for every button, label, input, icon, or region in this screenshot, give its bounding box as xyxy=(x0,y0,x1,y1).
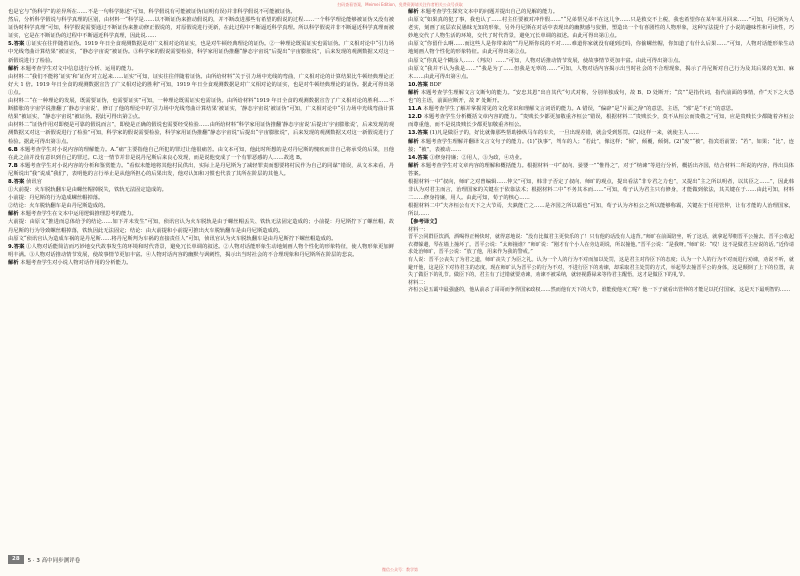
paragraph xyxy=(8,121,394,145)
paragraph-text: ①人物对话能简洁而巧妙地交代故事发生的环境和时代背景，避免冗长单调的叙述。②人物对话能形象生动地刻画人物个性化的形象特征，使人物形象更加鲜明丰满。③人物对话推动情节发展，使故事情节更加丰富。④人物对话内容的幽默与讽刺性，揭示出当时社会的不合理现象和丹尼斯所在阶层的悲哀。 xyxy=(8,243,394,258)
paragraph xyxy=(408,154,794,162)
paragraph-text: 由原文“你留什么啊……而这些人是你带来的”“丹尼斯你说的不对……难道你家就没有碰到过吗，你偷螺丝帽，你知道了有什么后果……”可知，人物对话能形象生动地刻画人物个性化的形象特征。由此可得出第②点。 xyxy=(408,41,794,56)
paragraph-text: 由原文“如果真的犯了事，我也认了……村主任要被对冲作假……”“兄弟帮兄弟不在这儿争……只是救交不上税，我也希望你在某年某月回来……”可知，丹尼斯为人老实，刻画了底层农民愚昧无知的形象，另外丹尼斯在对话中表现出的幽默感与狡猾，塑造出一个有喜剧性的人物形象，这种写法提升了小说的趣味性和可读性，巧妙地交代了人物生活的环境，交代了时代背景，避免冗长单调的叙述。由此可得出第①点。 xyxy=(408,17,794,40)
paragraph xyxy=(408,218,794,226)
paragraph-label: 13.答案 xyxy=(408,130,428,137)
paragraph-text: ②结论：火车脱轨翻车是由丹尼斯造成的。 xyxy=(8,203,109,210)
paragraph-text: 由材料二“我们不能将‘证实’和‘证伪’对立起来……证实”可知，证实往往伴随着证伪。由所给材料“关于引力场中光线的弯曲，广义相对论的计算结果比牛顿经典理论正好大 1 倍。1919 年日全食的观测数据宣告了广义相对论的胜利”可知，1919 年日全食观测数据是对广义相对论的证实，也是对牛顿经典理论的证伪。据此可得出第①点。 xyxy=(8,73,394,96)
paragraph xyxy=(408,40,794,56)
paragraph-label: 14.答案 xyxy=(408,154,428,161)
paragraph xyxy=(408,234,794,257)
paragraph-text: 本题考查学生对小说内容的理解能力。A.“痛”主要指他自己所犯的罪过让他很痛苦。由文本可知，他此时所想的是对丹尼斯的愧疚而非自己将承受的后果，且他在此之前并没有意识到自己的罪过。C.这一情节并非是说丹尼斯后来良心发现，而是说他变成了一个有罪恶感的人……故选 B。 xyxy=(8,146,394,161)
paragraph-text: 侦讯官 xyxy=(25,178,42,185)
paragraph-text: 材料二： xyxy=(408,279,429,286)
paragraph-text: 晋平公同群臣饮酒，酒喝得正畅快时，就得意地说：“没有比做君主更快乐的了！只有他的话没有人违背。”师旷在前面陪坐，听了这话，就拿起琴朝晋平公撞去。晋平公收起衣襟躲避，琴在墙上撞坏了。晋平公说：“太师撞谁？”师旷说：“刚才有个小人在旁边胡说，所以撞他。”晋平公说：“是我呀。”师旷说：“哎！这不是做君主应说的话。”近侍请求处治师旷，晋平公说：“放了他，用来作为我的警戒。” xyxy=(408,234,794,256)
paragraph xyxy=(8,65,394,73)
paragraph-text: 本题考查学生分析概括文章内容的能力。“贵贱长少都更加敬重齐桓公”错误，根据材料二“贵贱长少，莫不从桓公而贵敬之”可知，应是贵贱长少都随着齐桓公而尊重他，而不是说贵贱长少都更加敬重齐桓公。 xyxy=(408,114,794,129)
paragraph-text: 本题考查学生理解文言文断句的能力。“安忠其恩”出自其代“句式对称，分别单独成句，故 B、D 处断开；“宾”“是指代词，指代前面的事情，作“天下之大恐也”的主语，前面应断开，故 F 处断开。 xyxy=(408,89,794,105)
paragraph xyxy=(408,178,794,202)
paragraph-text: 本题考查学生对小说内容的分析和鉴赏能力。“看似未能地将其他村民供出，实际上是丹尼斯为了减轻罪责而想要将村民作为自己的同谋”错误，从文本来看，丹尼斯说出“我”说成“我们”，表明他的言行举止是从他所担心的后果出发，他对认知和习惯也代表了其所在阶层的其他人。 xyxy=(8,162,394,177)
paragraph-text: 由材料二“证伪作用对即便是可靠的假说而言”，即使是正确的假说也需要经受检验……由所给材料“科学家用证伪推翻‘静态宇宙说’后提出‘宇宙膨胀说’，后来发现的观测数据又对这一新假说进行了检验”可知，科学家的假说需要检验，科学家用证伪推翻“静态宇宙说”后提出“宇宙膨胀说”，后来发现的观测数据又对这一新假说进行了检验。据此可得出第③点。 xyxy=(8,122,394,145)
paragraph-label: 5.答案 xyxy=(8,41,25,48)
bottom-watermark: 微信公众号：教学第 xyxy=(382,567,418,572)
paragraph-text: 本题考查学生探究文本中的问题并提出自己的见解的能力。 xyxy=(420,9,559,15)
left-column xyxy=(8,8,394,553)
paragraph-text: 本题考查学生对小说人物对话作用的分析能力。 xyxy=(20,259,132,266)
paragraph xyxy=(8,146,394,162)
page-footer xyxy=(8,554,80,565)
paragraph xyxy=(408,138,794,154)
paragraph-text: 齐桓公是五霸中最强盛的，他从前杀了哥哥而争得国家政权……然而他有天下的大节，谁能使他灭亡呢？他一下子就看出管仲的才能足以托付国家，这是天下最明智的…… xyxy=(408,287,791,294)
paragraph-text: 由原文“我并不认为我是……”“我是为了……但我是无辜的……”可知，人物对话内容揭示出当时社会的不合理现象，揭示了丹尼斯对自己行为及其后果的无知、麻木……由此可得出第④点。 xyxy=(408,65,794,80)
paragraph-text: 本题考查学生理解并翻译文言文句子的能力。(1)“执事”，驾车的人；“若此”，像这样；“倾”，倾覆，倾倒。(2)“废”“被”，指宾语前置；“若”，如果；“比”，连接；“被”，表被动…… xyxy=(408,138,794,153)
paragraph xyxy=(8,210,394,218)
right-column xyxy=(408,8,794,564)
paragraph xyxy=(8,218,394,234)
paragraph-text: 本题考查学生对文中信息进行分析、运用的能力。 xyxy=(20,65,137,72)
paragraph xyxy=(8,243,394,259)
paragraph-text: 大前提：由原文“推进而总体给予的结论……如下并未发生”可知，侦讯官认为火车脱轨是由于螺丝帽丢失、铁轨无法固定造成的；小前提：丹尼斯拧下了螺丝帽，故丹尼斯的行为导致螺丝帽掉落，铁轨因此无法固定；结论：由大前提和小前提可推出火车脱轨翻车是由丹尼斯造成的。 xyxy=(8,219,394,234)
paragraph xyxy=(408,113,794,129)
paragraph-label: 解析 xyxy=(408,9,419,15)
paragraph-label: 解析 xyxy=(8,65,19,72)
paragraph xyxy=(8,16,394,40)
paragraph-label: 9.答案 xyxy=(8,243,25,250)
paragraph xyxy=(8,235,394,243)
paragraph-text: ①修身持廉；②用人，③为政，④功业。 xyxy=(429,154,526,161)
paragraph-text: 根据材料一中“叔向，师旷之对曾编辑……仲父”可知，韩非子否定了叔向、师旷的观点，提出看法“非专君之力也”，又提出“主之所以明者，以其臣之……”，因此韩非认为对君主而言，治理国家的关键在于依靠法术；根据材料二中“不务其本而……”可知，荀子认为君主只有修身，才能做到依法，其关键在于……由此可知，材料二……修身持廉，用人。由此可知，荀子的核心…… xyxy=(408,178,794,202)
paragraph-label: 解析 xyxy=(408,162,419,169)
top-watermark: 扫码查看答案，Meimei Edition，免费资源请关注作者相关公众号获取 xyxy=(337,2,463,7)
paragraph xyxy=(8,178,394,186)
paragraph xyxy=(408,16,794,40)
paragraph-text: 由原文“你真是个糊涂人……（判决）……”可知，人物对话推动情节发展，使故事情节更加丰富。由此可得出第③点。 xyxy=(408,57,684,64)
paragraph xyxy=(408,129,794,137)
paragraph-label: 【参考译文】 xyxy=(408,219,440,226)
paragraph-text: ①证实在往伴随着证伪。1919 年日全食观测数据是对广义相对论的证实，也是对牛顿经典理论的证伪。②一种理论既需证实也需证伪。广义相对论中“引力场中光线弯曲计算结果”被证实，“静态宇宙说”被证伪。③科学家的假说需要检验，科学家用证伪推翻“静态宇宙说”后提出“宇宙膨胀说”，后来发现的观测数据又对这一新假说进行了检验。 xyxy=(8,41,394,64)
paragraph xyxy=(408,287,794,295)
paragraph xyxy=(408,227,794,235)
paragraph-text: 本题考查学生了解并掌握常见的文化常识和理解文言词语的能力。A 错误，“偏辟”是“片面之辞”的意思，主语，“邪”是“不正”的意思。 xyxy=(423,106,737,113)
paragraph-label: 12.D xyxy=(408,114,422,121)
paragraph xyxy=(408,81,794,89)
paragraph-text: 由材料二“在一种理论的发展，既需要证伪，也需要证实”可知，一种理论既需证实也需证伪。由所给材料“1919 年日全食的观测数据宣告了广义相对论的胜利……不断膨胀的宇宙学说推翻了‘静态宇宙说’，修订了他的理论中的‘引力场中光线弯曲计算结果’被证实，‘静态宇宙说’被证伪”可知，广义相对论中“引力场中光线弯曲计算结果”被证实，“静态宇宙说”被证伪。据此可得出第②点。 xyxy=(8,98,394,121)
paragraph xyxy=(408,257,794,280)
paragraph-label: 解析 xyxy=(8,259,19,266)
paragraph-text: 有人说：晋平公丧失了为君之道，师旷丧失了为臣之礼。认为一个人的行为不对而加以处罚，这是君主对待臣下的态度；认为一个人的行为不对而进行劝谏，劝说不听，就避开他，这是臣下对待君主的态度。现在师旷认为晋平公的行为不对，不进行臣下的劝谏，却采取君主处罚的方式，举起琴去撞晋平公的身体，这是颠倒了上下的位置，丧失了做臣下的礼节。做臣下的，君主有了过错就要劝谏，劝谏不被采纳，就轻视爵禄来等待君主醒悟，这才是做臣下的礼节。 xyxy=(408,256,794,279)
paragraph xyxy=(8,73,394,97)
paragraph xyxy=(8,162,394,178)
paragraph xyxy=(8,40,394,64)
series-title: 5 · 3 高中同步测评卷 xyxy=(27,557,81,564)
paragraph xyxy=(8,8,394,16)
paragraph-text: 材料一： xyxy=(408,226,429,233)
paragraph xyxy=(408,65,794,81)
paragraph-text: BDF xyxy=(429,81,442,88)
paragraph xyxy=(408,8,794,16)
paragraph-text: 本题考查学生在文本中运用逻辑推理思考的能力。 xyxy=(20,211,137,218)
paragraph-text: 也是它与“伪科学”的差异所在……不是一句科学陈述”可知，科学假说有可能被证伪(证明有误)并非科学假说不可能被证伪。 xyxy=(8,9,296,15)
paragraph-text: 由原文“侦讯官认为造成车祸的是丹尼斯……将丹尼斯判为车祸的直接责任人”可知，侦讯官认为火车脱轨翻车是由丹尼斯拧下螺丝帽造成的。 xyxy=(8,235,337,242)
paragraph-text: ①大前提：火车脱轨翻车是由螺丝帽掉脱失，铁轨无法固定造成的。 xyxy=(8,187,167,194)
paragraph xyxy=(8,194,394,202)
paragraph-label: 解析 xyxy=(8,211,19,218)
paragraph xyxy=(408,105,794,113)
paragraph xyxy=(408,57,794,65)
paragraph xyxy=(8,202,394,210)
paragraph-text: 本题考查学生对文章内容的理解和概括能力。根据材料一中“叔向、晏婴一”“惟得之”，对于“纳谏”等进行分析，概括出齐国，结合材料二所说的内容，得出具体答案。 xyxy=(408,162,794,177)
paragraph-label: 8.答案 xyxy=(8,178,25,185)
paragraph xyxy=(8,97,394,121)
paragraph-label: 10.答案 xyxy=(408,81,428,88)
paragraph-text: 小前提：丹尼斯的行为造成螺丝帽掉落。 xyxy=(8,195,104,202)
paragraph-text: (1)凡是做臣子的，好比就像那些帮助操纵马车的车夫，一旦出现差错，就会受到惩罚。(2)这样一来，就使主人…… xyxy=(429,130,699,137)
paragraph xyxy=(8,259,394,267)
paragraph xyxy=(8,186,394,194)
paragraph-label: 解析 xyxy=(408,89,419,96)
paragraph-text: 根据材料二中“夫齐桓公有天下之大节焉，夫孰能亡之……是齐国之所以霸也”可知，荀子认为齐桓公之所以能够称霸，关键在于任用管仲，让有才能的人治理国家，所以…… xyxy=(408,203,794,218)
paragraph-label: 11.A xyxy=(408,106,422,113)
paragraph-text: 然后，分析科学假说与科学真理的区别，由材料一“科学是……以不断证伪来推动假说的，并不断改进那些有希望的假说的过程……一个科学理论能够被证伪又没有被证伪时科学真理”可知，科学假说需要通过不断证伪来推动修正假说的，对原假说进行更新，在此过程中不断逼近科学真理。所以科学假说并非不断逼近科学真理而被证实，它是在不断证伪的过程中不断逼近科学真理，因此说…… xyxy=(8,17,394,40)
paragraph-label: 解析 xyxy=(408,138,419,145)
paragraph xyxy=(408,202,794,218)
paragraph-label: 6.B xyxy=(8,146,18,153)
paragraph-label: 7.B xyxy=(8,162,18,169)
paragraph xyxy=(408,89,794,105)
page-number: 28 xyxy=(8,555,24,564)
paragraph xyxy=(408,162,794,178)
